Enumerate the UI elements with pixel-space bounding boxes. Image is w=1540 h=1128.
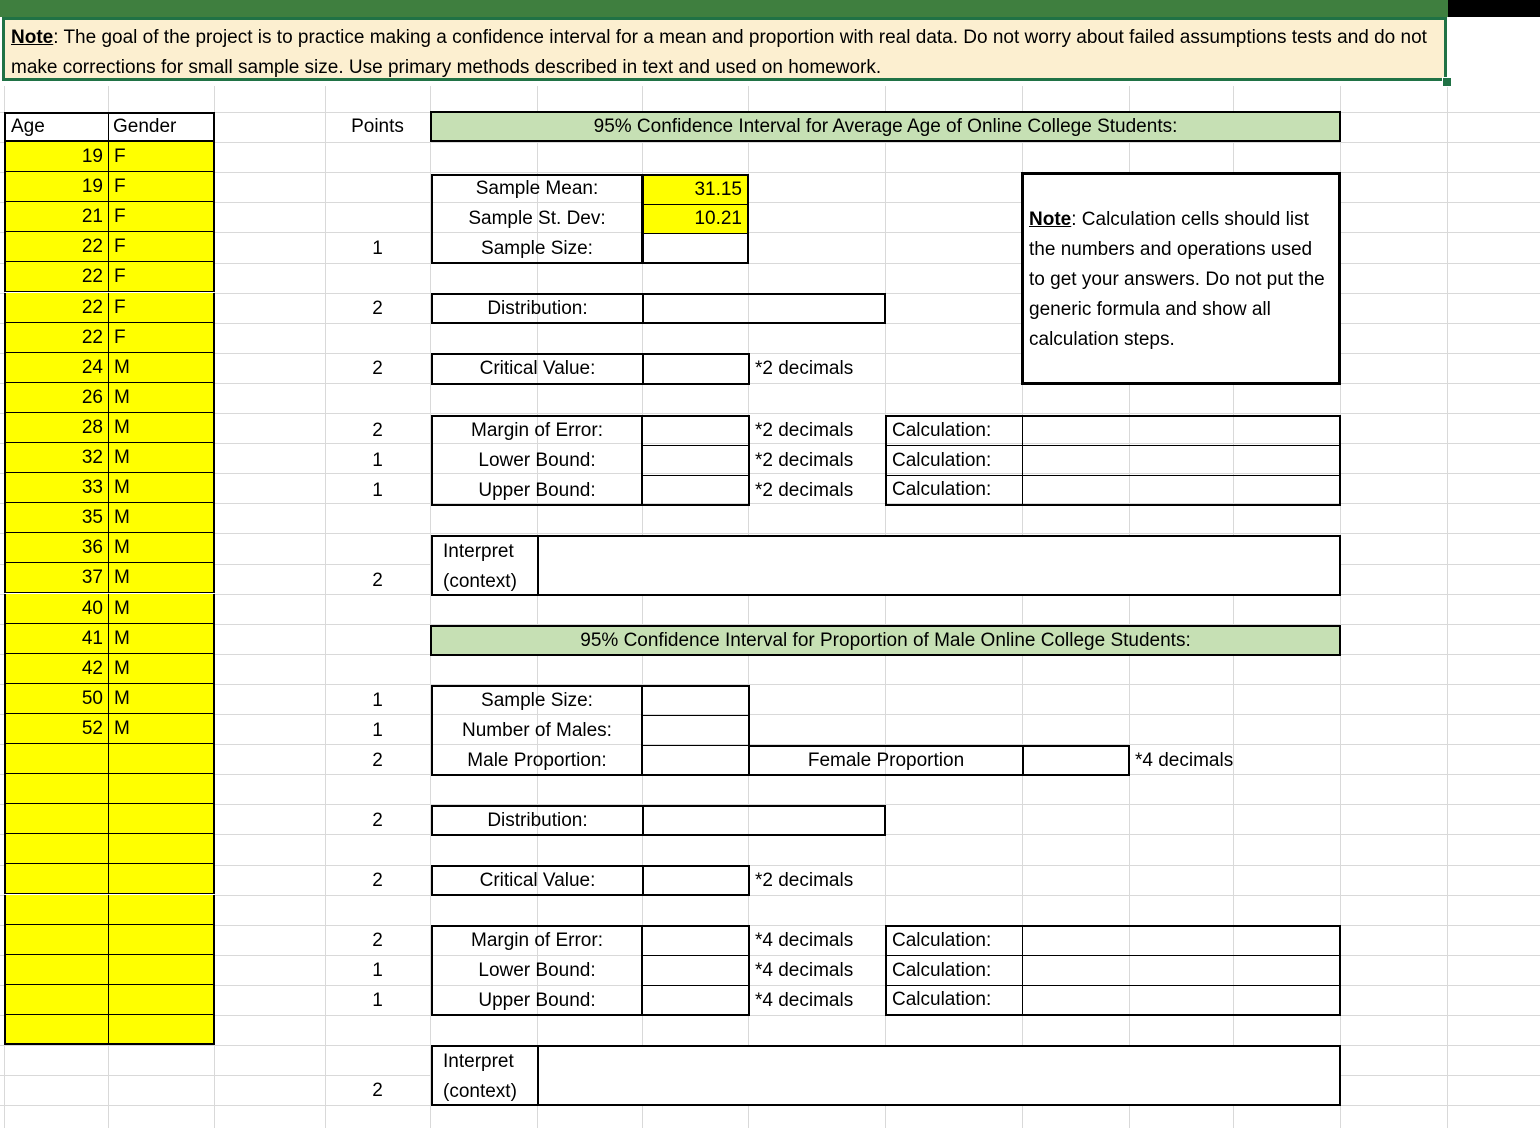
- upper-calc-label: Calculation:: [885, 475, 1023, 506]
- gender-cell[interactable]: M: [109, 714, 215, 744]
- table-row: [4, 533, 215, 563]
- prop-upper-label: Upper Bound:: [478, 990, 596, 1011]
- moe-label: Margin of Error:: [471, 420, 603, 441]
- gender-cell[interactable]: M: [109, 533, 215, 563]
- prop-lower-input[interactable]: [642, 955, 750, 986]
- grid-column-line: [1447, 86, 1448, 1128]
- gender-cell[interactable]: [109, 1015, 215, 1045]
- gender-cell[interactable]: F: [109, 293, 215, 323]
- table-row: [4, 443, 215, 473]
- prop-critical-decimals-note: *2 decimals: [755, 870, 854, 891]
- prop-lower-calc-label: Calculation:: [885, 955, 1023, 986]
- age-cell[interactable]: 22: [4, 293, 109, 323]
- points-proportion: 2: [372, 750, 383, 771]
- age-cell[interactable]: 50: [4, 684, 109, 714]
- points-prop-moe: 2: [372, 930, 383, 951]
- table-row: [4, 714, 215, 744]
- table-row: [4, 985, 215, 1015]
- points-moe: 2: [372, 420, 383, 441]
- age-cell[interactable]: [4, 774, 109, 804]
- moe-decimals-note: *2 decimals: [755, 420, 854, 441]
- gender-cell[interactable]: [109, 955, 215, 985]
- gender-cell[interactable]: F: [109, 262, 215, 292]
- interpret-input[interactable]: [537, 535, 1341, 596]
- gender-cell[interactable]: M: [109, 383, 215, 413]
- prop-critical-input[interactable]: [642, 865, 750, 896]
- moe-calc-input[interactable]: [1022, 415, 1341, 446]
- gender-cell[interactable]: M: [109, 473, 215, 503]
- table-row: [4, 172, 215, 202]
- moe-input[interactable]: [642, 415, 750, 446]
- age-cell[interactable]: [4, 834, 109, 864]
- gender-cell[interactable]: [109, 985, 215, 1015]
- grid-row-line: [0, 714, 1540, 715]
- gender-cell[interactable]: [109, 864, 215, 894]
- table-row: [4, 1015, 215, 1045]
- gender-cell[interactable]: M: [109, 503, 215, 533]
- male-proportion-label: Male Proportion:: [467, 750, 607, 771]
- age-cell[interactable]: 21: [4, 202, 109, 232]
- distribution-label: Distribution:: [431, 293, 644, 324]
- table-row: [4, 563, 215, 593]
- age-cell[interactable]: 26: [4, 383, 109, 413]
- table-row: [4, 774, 215, 804]
- grid-row-line: [0, 413, 1540, 414]
- age-cell[interactable]: 19: [4, 172, 109, 202]
- table-row: [4, 624, 215, 654]
- instructions-note[interactable]: [2, 17, 1447, 81]
- prop-interpret-input[interactable]: [537, 1045, 1341, 1106]
- points-prop-critical: 2: [372, 870, 383, 891]
- points-males: 1: [372, 720, 383, 741]
- gender-cell[interactable]: [109, 925, 215, 955]
- age-cell[interactable]: 33: [4, 473, 109, 503]
- age-cell[interactable]: 28: [4, 413, 109, 443]
- table-row: [4, 804, 215, 834]
- grid-row-line: [0, 533, 1540, 534]
- upper-calc-input[interactable]: [1022, 475, 1341, 506]
- age-cell[interactable]: 19: [4, 142, 109, 172]
- prop-critical-label: Critical Value:: [431, 865, 644, 896]
- prop-interpret-line1: Interpret: [443, 1051, 514, 1072]
- number-of-males-label: Number of Males:: [462, 720, 612, 741]
- age-cell[interactable]: 52: [4, 714, 109, 744]
- gender-cell[interactable]: M: [109, 624, 215, 654]
- gender-cell[interactable]: M: [109, 684, 215, 714]
- lower-calc-input[interactable]: [1022, 445, 1341, 476]
- critical-value-label: Critical Value:: [431, 353, 644, 385]
- male-proportion-input[interactable]: [642, 745, 750, 776]
- table-row: [4, 413, 215, 443]
- age-cell[interactable]: 40: [4, 594, 109, 624]
- table-row: [4, 864, 215, 894]
- points-upper: 1: [372, 480, 383, 501]
- prop-sample-size-input[interactable]: [642, 685, 750, 716]
- lower-decimals-note: *2 decimals: [755, 450, 854, 471]
- age-cell[interactable]: [4, 955, 109, 985]
- moe-calc-label: Calculation:: [885, 415, 1023, 446]
- note-label: Note: [11, 27, 54, 48]
- header-points[interactable]: Points: [351, 116, 404, 137]
- sample-mean-label: Sample Mean:: [475, 178, 599, 199]
- header-age[interactable]: Age: [4, 112, 109, 142]
- sample-sd-label: Sample St. Dev:: [468, 208, 606, 229]
- gender-cell[interactable]: [109, 895, 215, 925]
- sample-mean-value[interactable]: 31.15: [643, 174, 749, 205]
- age-cell[interactable]: 32: [4, 443, 109, 473]
- age-cell[interactable]: [4, 1015, 109, 1045]
- table-row: [4, 383, 215, 413]
- age-cell[interactable]: 35: [4, 503, 109, 533]
- age-cell[interactable]: 22: [4, 323, 109, 353]
- prop-interpret-label-box: [431, 1045, 539, 1106]
- table-row: [4, 955, 215, 985]
- gender-cell[interactable]: M: [109, 353, 215, 383]
- interpret-line2: (context): [443, 571, 517, 592]
- age-cell[interactable]: 41: [4, 624, 109, 654]
- table-row: [4, 895, 215, 925]
- sample-size-input[interactable]: [643, 233, 749, 264]
- points-interpret: 2: [372, 570, 383, 591]
- table-row: [4, 925, 215, 955]
- table-row: [4, 202, 215, 232]
- table-row: [4, 293, 215, 323]
- age-cell[interactable]: [4, 744, 109, 774]
- gender-cell[interactable]: M: [109, 443, 215, 473]
- calculation-note-box[interactable]: [1021, 172, 1341, 385]
- table-row: [4, 353, 215, 383]
- points-distribution: 2: [372, 298, 383, 319]
- age-cell[interactable]: 42: [4, 654, 109, 684]
- table-row: [4, 684, 215, 714]
- age-cell[interactable]: 36: [4, 533, 109, 563]
- age-cell[interactable]: [4, 864, 109, 894]
- age-cell[interactable]: [4, 804, 109, 834]
- points-prop-upper: 1: [372, 990, 383, 1011]
- age-cell[interactable]: 37: [4, 563, 109, 593]
- table-row: [4, 834, 215, 864]
- distribution-input[interactable]: [642, 293, 886, 324]
- age-cell[interactable]: [4, 895, 109, 925]
- upper-bound-label: Upper Bound:: [478, 480, 596, 501]
- table-row: [4, 473, 215, 503]
- prop-moe-calc-input[interactable]: [1022, 925, 1341, 956]
- table-row: [4, 142, 215, 172]
- gender-cell[interactable]: [109, 744, 215, 774]
- prop-lower-calc-input[interactable]: [1022, 955, 1341, 986]
- table-row: [4, 503, 215, 533]
- female-proportion-label: Female Proportion: [748, 745, 1023, 776]
- points-prop-interpret: 2: [372, 1080, 383, 1101]
- upper-bound-input[interactable]: [642, 475, 750, 506]
- age-cell[interactable]: 24: [4, 353, 109, 383]
- prop-section-title[interactable]: 95% Confidence Interval for Proportion of Male Online College Students:: [430, 625, 1341, 656]
- prop-upper-calc-label: Calculation:: [885, 985, 1023, 1016]
- points-prop-sample-size: 1: [372, 690, 383, 711]
- gender-cell[interactable]: F: [109, 172, 215, 202]
- prop-upper-input[interactable]: [642, 985, 750, 1016]
- selection-fill-handle[interactable]: [1442, 77, 1452, 87]
- points-prop-distribution: 2: [372, 810, 383, 831]
- prop-lower-label: Lower Bound:: [478, 960, 596, 981]
- prop-moe-calc-label: Calculation:: [885, 925, 1023, 956]
- prop-distribution-label: Distribution:: [431, 805, 644, 836]
- prop-moe-label: Margin of Error:: [471, 930, 603, 951]
- age-cell[interactable]: [4, 925, 109, 955]
- table-row: [4, 594, 215, 624]
- prop-lower-decimals-note: *4 decimals: [755, 960, 854, 981]
- gender-cell[interactable]: [109, 804, 215, 834]
- interpret-label-box: [431, 535, 539, 596]
- lower-bound-input[interactable]: [642, 445, 750, 476]
- sample-size-label: Sample Size:: [481, 238, 593, 259]
- top-edge: [0, 0, 1540, 17]
- interpret-line1: Interpret: [443, 541, 514, 562]
- prop-upper-calc-input[interactable]: [1022, 985, 1341, 1016]
- points-prop-lower: 1: [372, 960, 383, 981]
- points-sample-size: 1: [372, 238, 383, 259]
- gender-cell[interactable]: M: [109, 413, 215, 443]
- table-row: [4, 654, 215, 684]
- lower-bound-label: Lower Bound:: [478, 450, 596, 471]
- prop-sample-size-label: Sample Size:: [481, 690, 593, 711]
- gender-cell[interactable]: [109, 834, 215, 864]
- prop-upper-decimals-note: *4 decimals: [755, 990, 854, 1011]
- points-critical: 2: [372, 358, 383, 379]
- gender-cell[interactable]: F: [109, 142, 215, 172]
- prop-moe-decimals-note: *4 decimals: [755, 930, 854, 951]
- table-row: [4, 323, 215, 353]
- calc-note-label: Note: [1029, 209, 1072, 230]
- critical-decimals-note: *2 decimals: [755, 358, 854, 379]
- mean-section-title[interactable]: 95% Confidence Interval for Average Age of Online College Students:: [430, 111, 1341, 142]
- gender-cell[interactable]: M: [109, 594, 215, 624]
- prop-four-decimals-note: *4 decimals: [1135, 750, 1234, 771]
- gender-cell[interactable]: F: [109, 202, 215, 232]
- number-of-males-input[interactable]: [642, 715, 750, 746]
- gender-cell[interactable]: F: [109, 323, 215, 353]
- gender-cell[interactable]: F: [109, 232, 215, 262]
- female-proportion-input[interactable]: [1022, 745, 1130, 776]
- grid-row-line: [0, 684, 1540, 685]
- gender-cell[interactable]: [109, 774, 215, 804]
- age-cell[interactable]: 22: [4, 232, 109, 262]
- note-text: : The goal of the project is to practice making a confidence interval for a mean and proportion with real data. Do not worry about failed assumptions tests and do not make corrections for small sample size. Use primary methods described in text and used on homework.: [11, 27, 1427, 78]
- points-lower: 1: [372, 450, 383, 471]
- header-gender[interactable]: Gender: [108, 112, 215, 142]
- gender-cell[interactable]: M: [109, 654, 215, 684]
- critical-value-input[interactable]: [642, 353, 750, 385]
- upper-decimals-note: *2 decimals: [755, 480, 854, 501]
- prop-moe-input[interactable]: [642, 925, 750, 956]
- prop-distribution-input[interactable]: [642, 805, 886, 836]
- gender-cell[interactable]: M: [109, 563, 215, 593]
- age-cell[interactable]: [4, 985, 109, 1015]
- grid-row-line: [0, 142, 1540, 143]
- table-row: [4, 744, 215, 774]
- prop-interpret-line2: (context): [443, 1081, 517, 1102]
- calc-note-text: : Calculation cells should list the numbers and operations used to get your answers. Do not put the generic formula and show all calculation steps.: [1029, 209, 1325, 350]
- table-row: [4, 262, 215, 292]
- age-cell[interactable]: 22: [4, 262, 109, 292]
- sample-sd-value[interactable]: 10.21: [643, 204, 749, 234]
- lower-calc-label: Calculation:: [885, 445, 1023, 476]
- table-row: [4, 232, 215, 262]
